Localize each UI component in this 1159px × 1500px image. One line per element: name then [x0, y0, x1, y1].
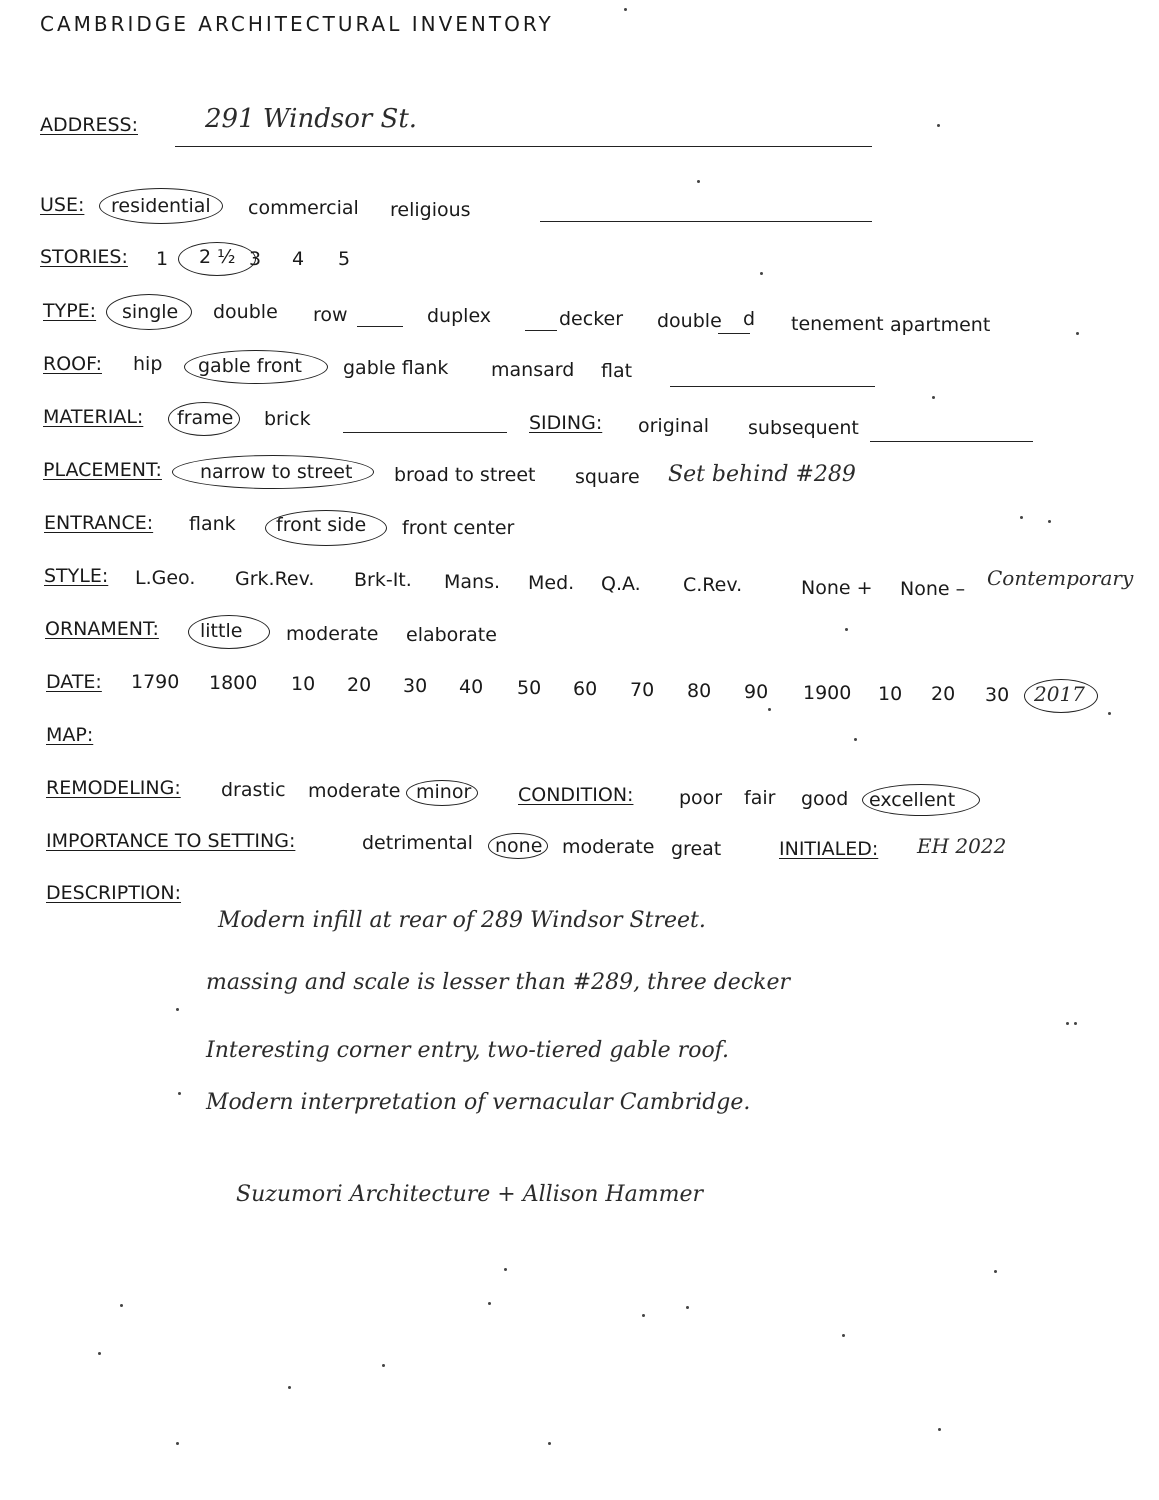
type-label: TYPE: — [43, 300, 97, 322]
condition-option-poor: poor — [679, 787, 723, 809]
type-option-double-d: double — [657, 310, 722, 332]
condition-label: CONDITION: — [518, 784, 634, 806]
scan-speck — [642, 1314, 645, 1317]
importance-option-great: great — [671, 838, 722, 860]
stories-label: STORIES: — [40, 246, 128, 268]
scan-speck — [120, 1304, 123, 1307]
date-option-10: 10 — [291, 673, 316, 695]
placement-label: PLACEMENT: — [43, 459, 162, 481]
stories-option-5: 5 — [338, 248, 351, 270]
scan-speck — [548, 1442, 551, 1445]
entrance-option-front-center: front center — [402, 517, 515, 539]
stories-option-1: 1 — [156, 248, 169, 270]
date-option-30: 30 — [403, 675, 428, 697]
style-option-crev: C.Rev. — [683, 574, 743, 596]
scan-speck — [768, 708, 771, 711]
scan-speck — [176, 1442, 179, 1445]
scan-speck — [1076, 332, 1079, 335]
stories-option-4: 4 — [292, 248, 305, 270]
date-option-20: 20 — [347, 674, 372, 696]
scan-speck — [382, 1364, 385, 1367]
type-row-rule — [357, 326, 403, 327]
material-option-brick: brick — [264, 408, 311, 430]
siding-label: SIDING: — [529, 412, 603, 434]
roof-option-gable-front: gable front — [198, 355, 302, 377]
address-value: 291 Windsor St. — [205, 104, 418, 134]
style-written: Contemporary — [987, 566, 1134, 590]
entrance-option-front-side: front side — [276, 514, 367, 536]
roof-label: ROOF: — [43, 353, 102, 375]
importance-option-detrimental: detrimental — [362, 832, 473, 854]
placement-option-narrow: narrow to street — [200, 461, 353, 483]
scan-speck — [994, 1270, 997, 1273]
importance-option-none: none — [495, 835, 543, 857]
type-option-decker: decker — [559, 308, 624, 330]
use-option-residential: residential — [111, 195, 211, 217]
description-line-4: Modern interpretation of vernacular Cambridge. — [206, 1090, 751, 1115]
date-written: 2017 — [1034, 682, 1085, 706]
ornament-option-moderate: moderate — [286, 623, 379, 645]
ornament-label: ORNAMENT: — [45, 618, 159, 640]
address-rule — [175, 146, 872, 147]
remodeling-label: REMODELING: — [46, 777, 181, 799]
description-line-3: Interesting corner entry, two-tiered gable roof. — [206, 1038, 730, 1063]
scan-speck — [842, 1334, 845, 1337]
placement-selected-circle — [172, 455, 374, 489]
date-option-70: 70 — [630, 679, 655, 701]
date-option-1900: 1900 — [803, 682, 852, 704]
ornament-selected-circle — [188, 615, 270, 649]
placement-option-broad: broad to street — [394, 464, 536, 486]
scan-speck — [854, 738, 857, 741]
scan-speck — [1066, 1022, 1069, 1025]
style-option-lgeo: L.Geo. — [135, 567, 196, 589]
importance-selected-circle — [488, 833, 548, 859]
material-selected-circle — [168, 402, 240, 436]
scan-speck — [624, 8, 627, 11]
date-option-50: 50 — [517, 677, 542, 699]
map-label: MAP: — [46, 724, 94, 746]
initialed-label: INITIALED: — [779, 838, 879, 860]
stories-option-3: 3 — [249, 248, 262, 270]
material-option-frame: frame — [177, 407, 234, 429]
initialed-value: EH 2022 — [917, 834, 1007, 858]
date-option-1790: 1790 — [131, 671, 180, 693]
date-option-80: 80 — [687, 680, 712, 702]
entrance-option-flank: flank — [189, 513, 236, 535]
use-label: USE: — [40, 194, 85, 216]
scan-speck — [937, 124, 940, 127]
condition-option-excellent: excellent — [869, 789, 956, 811]
scan-speck — [697, 180, 700, 183]
style-option-brkit: Brk-It. — [354, 569, 412, 591]
date-option-1800: 1800 — [209, 672, 258, 694]
roof-option-flat: flat — [601, 360, 633, 382]
remodeling-option-drastic: drastic — [221, 779, 286, 801]
style-option-grkrev: Grk.Rev. — [235, 568, 315, 590]
siding-option-subsequent: subsequent — [748, 417, 859, 439]
scan-speck — [176, 1008, 179, 1011]
address-label: ADDRESS: — [40, 114, 138, 136]
description-line-1: Modern infill at rear of 289 Windsor Street. — [218, 908, 706, 933]
type-option-double: double — [213, 301, 278, 323]
scan-speck — [488, 1302, 491, 1305]
type-option-tenement: tenement — [791, 313, 884, 335]
scan-speck — [845, 628, 848, 631]
type-option-row: row — [313, 304, 348, 326]
remodeling-option-minor: minor — [416, 781, 472, 803]
siding-other-rule — [870, 441, 1033, 442]
type-decker-rule — [525, 330, 557, 331]
placement-note: Set behind #289 — [668, 462, 856, 487]
scan-speck — [1020, 516, 1023, 519]
scan-speck — [1108, 712, 1111, 715]
style-option-mans: Mans. — [444, 571, 501, 593]
description-signature: Suzumori Architecture + Allison Hammer — [236, 1182, 703, 1207]
roof-option-mansard: mansard — [491, 359, 575, 381]
description-line-2: massing and scale is lesser than #289, three decker — [206, 970, 791, 995]
use-option-commercial: commercial — [248, 197, 359, 219]
roof-option-hip: hip — [133, 353, 163, 375]
scan-speck — [288, 1386, 291, 1389]
form-title: CAMBRIDGE ARCHITECTURAL INVENTORY — [40, 12, 554, 36]
date-selected-circle — [1024, 679, 1098, 713]
scan-speck — [760, 272, 763, 275]
style-option-none-minus: None – — [900, 578, 966, 600]
entrance-selected-circle — [265, 510, 387, 546]
importance-option-moderate: moderate — [562, 836, 655, 858]
style-option-med: Med. — [528, 572, 575, 594]
date-option-1920: 20 — [931, 683, 956, 705]
date-option-60: 60 — [573, 678, 598, 700]
remodeling-option-moderate: moderate — [308, 780, 401, 802]
type-option-duplex: duplex — [427, 305, 492, 327]
date-option-1910: 10 — [878, 683, 903, 705]
stories-selected-circle — [178, 242, 256, 276]
scan-speck — [504, 1268, 507, 1271]
use-other-rule — [540, 221, 872, 222]
scan-speck — [1048, 520, 1051, 523]
material-label: MATERIAL: — [43, 406, 144, 428]
scan-speck — [178, 1092, 181, 1095]
entrance-label: ENTRANCE: — [44, 512, 154, 534]
scan-speck — [1074, 1022, 1077, 1025]
condition-option-fair: fair — [744, 787, 776, 809]
use-option-religious: religious — [390, 199, 471, 221]
type-option-single: single — [122, 301, 179, 323]
style-option-none-plus: None + — [801, 577, 873, 599]
condition-selected-circle — [862, 784, 980, 816]
date-option-90: 90 — [744, 681, 769, 703]
scan-speck — [932, 396, 935, 399]
material-other-rule — [343, 432, 507, 433]
placement-option-square: square — [575, 466, 640, 488]
type-selected-circle — [106, 294, 192, 330]
importance-label: IMPORTANCE TO SETTING: — [46, 830, 296, 852]
ornament-option-elaborate: elaborate — [406, 624, 497, 646]
roof-other-rule — [670, 386, 875, 387]
date-option-1930: 30 — [985, 684, 1010, 706]
roof-option-gable-flank: gable flank — [343, 357, 449, 379]
scan-speck — [98, 1352, 101, 1355]
scan-speck — [686, 1306, 689, 1309]
type-option-apartment: apartment — [890, 314, 991, 336]
style-label: STYLE: — [44, 565, 109, 587]
type-double-d-rule — [718, 333, 750, 334]
stories-option-2-half: 2 ½ — [199, 246, 236, 268]
date-option-40: 40 — [459, 676, 484, 698]
remodeling-selected-circle — [406, 780, 478, 806]
date-label: DATE: — [46, 671, 102, 693]
style-option-qa: Q.A. — [601, 573, 641, 595]
description-label: DESCRIPTION: — [46, 882, 182, 904]
scan-speck — [938, 1428, 941, 1431]
siding-option-original: original — [638, 415, 710, 437]
condition-option-good: good — [801, 788, 849, 810]
type-option-d: d — [743, 308, 756, 330]
use-selected-circle — [99, 188, 223, 224]
roof-selected-circle — [184, 350, 328, 384]
ornament-option-little: little — [200, 620, 243, 642]
